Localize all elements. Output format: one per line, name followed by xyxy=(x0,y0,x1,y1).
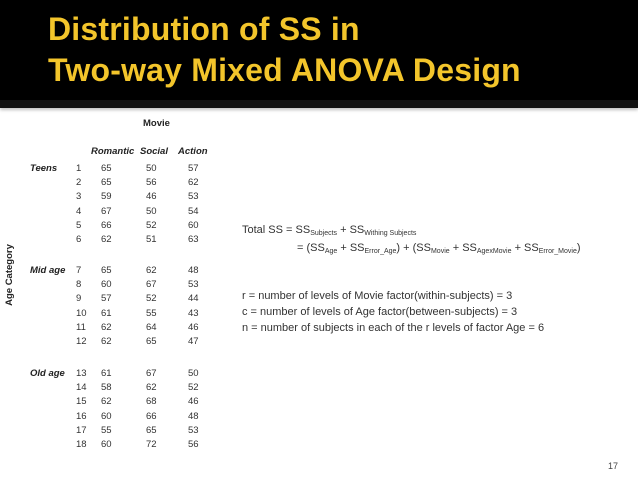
score-cell: 52 xyxy=(188,382,199,394)
equation-text: ) + (SS xyxy=(396,242,431,254)
slide-title-line-2: Two-way Mixed ANOVA Design xyxy=(48,52,521,88)
score-cell: 62 xyxy=(101,396,112,408)
column-header-romantic: Romantic xyxy=(91,146,135,157)
equation-subscript: Error_Movie xyxy=(538,248,577,255)
page-number: 17 xyxy=(607,461,618,471)
subject-number: 8 xyxy=(76,279,82,291)
score-cell: 48 xyxy=(188,410,199,422)
score-cell: 62 xyxy=(101,336,112,347)
equation-text: + SS xyxy=(511,242,539,254)
score-cell: 65 xyxy=(101,163,112,174)
score-cell: 72 xyxy=(146,439,157,450)
score-cell: 60 xyxy=(101,279,112,291)
score-cell: 52 xyxy=(146,219,157,231)
subject-number: 15 xyxy=(76,396,87,408)
score-cell: 62 xyxy=(101,234,112,245)
column-header-social: Social xyxy=(140,146,168,157)
score-cell: 58 xyxy=(101,382,112,394)
score-cell: 67 xyxy=(146,279,157,291)
score-cell: 61 xyxy=(101,307,112,319)
subject-number: 17 xyxy=(76,424,87,436)
subject-number: 11 xyxy=(76,321,86,333)
score-cell: 46 xyxy=(188,396,199,408)
score-cell: 62 xyxy=(146,382,157,394)
row-group-label: Teens xyxy=(30,163,58,174)
row-group-label: Mid age xyxy=(30,265,66,276)
score-cell: 56 xyxy=(188,439,199,450)
subject-number: 2 xyxy=(76,177,82,189)
score-cell: 60 xyxy=(188,219,199,231)
subject-number: 5 xyxy=(76,219,82,231)
total-ss-equation xyxy=(242,223,416,241)
score-cell: 55 xyxy=(101,424,112,436)
equation-subscript: Age xyxy=(324,248,338,255)
score-cell: 62 xyxy=(146,265,157,276)
score-cell: 57 xyxy=(101,293,112,305)
score-cell: 67 xyxy=(146,368,157,379)
subject-number: 3 xyxy=(76,191,82,203)
column-factor-label: Movie xyxy=(143,118,170,129)
score-cell: 51 xyxy=(146,234,157,245)
note-r: r = number of levels of Movie factor(within-subjects) = 3 xyxy=(242,290,513,302)
equation-text: + SS xyxy=(337,242,365,254)
note-c: c = number of levels of Age factor(between-subjects) = 3 xyxy=(242,306,518,318)
subject-number: 16 xyxy=(76,410,87,422)
subject-number: 9 xyxy=(76,293,82,305)
ss-decomposition-equation xyxy=(297,241,581,259)
score-cell: 65 xyxy=(146,424,157,436)
score-cell: 62 xyxy=(188,177,199,189)
score-cell: 55 xyxy=(146,307,157,319)
equation-text: + SS xyxy=(337,224,365,236)
title-bar-border xyxy=(0,100,638,108)
score-cell: 65 xyxy=(101,177,112,189)
score-cell: 65 xyxy=(101,265,112,276)
note-n: n = number of subjects in each of the r levels of factor Age = 6 xyxy=(242,322,545,334)
equation-subscript: AgexMovie xyxy=(476,248,512,255)
score-cell: 68 xyxy=(146,396,157,408)
score-cell: 44 xyxy=(188,293,199,305)
equation-subscript: Error_Age xyxy=(364,248,397,255)
equation-subscript: Withing Subjects xyxy=(364,230,417,237)
score-cell: 52 xyxy=(146,293,157,305)
equation-subscript: Movie xyxy=(430,248,450,255)
column-header-action: Action xyxy=(178,146,208,157)
score-cell: 46 xyxy=(146,191,157,203)
score-cell: 66 xyxy=(146,410,157,422)
subject-number: 4 xyxy=(76,205,82,217)
score-cell: 67 xyxy=(101,205,112,217)
row-factor-label: Age Category xyxy=(4,244,15,306)
score-cell: 56 xyxy=(146,177,157,189)
score-cell: 50 xyxy=(146,163,157,174)
subject-number: 14 xyxy=(76,382,87,394)
score-cell: 48 xyxy=(188,265,199,276)
subject-number: 10 xyxy=(76,307,87,319)
score-cell: 61 xyxy=(101,368,112,379)
score-cell: 60 xyxy=(101,410,112,422)
equation-text: + SS xyxy=(449,242,477,254)
score-cell: 62 xyxy=(101,321,112,333)
score-cell: 53 xyxy=(188,191,199,203)
subject-number: 13 xyxy=(76,368,87,379)
subject-number: 12 xyxy=(76,336,87,347)
equation-text: Total SS = SS xyxy=(242,224,311,236)
equation-subscript: Subjects xyxy=(310,230,338,237)
title-bar xyxy=(0,0,638,100)
score-cell: 43 xyxy=(188,307,199,319)
score-cell: 46 xyxy=(188,321,199,333)
row-group-label: Old age xyxy=(30,368,65,379)
subject-number: 6 xyxy=(76,234,82,245)
score-cell: 50 xyxy=(146,205,157,217)
score-cell: 50 xyxy=(188,368,199,379)
subject-number: 7 xyxy=(76,265,82,276)
score-cell: 47 xyxy=(188,336,199,347)
score-cell: 60 xyxy=(101,439,112,450)
score-cell: 57 xyxy=(188,163,199,174)
equation-text: ) xyxy=(576,242,581,254)
score-cell: 59 xyxy=(101,191,112,203)
score-cell: 65 xyxy=(146,336,157,347)
slide-title-line-1: Distribution of SS in xyxy=(48,11,360,47)
subject-number: 1 xyxy=(76,163,82,174)
equation-text: = (SS xyxy=(297,242,325,254)
subject-number: 18 xyxy=(76,439,87,450)
score-cell: 63 xyxy=(188,234,199,245)
score-cell: 64 xyxy=(146,321,157,333)
score-cell: 54 xyxy=(188,205,199,217)
score-cell: 53 xyxy=(188,279,199,291)
score-cell: 53 xyxy=(188,424,199,436)
score-cell: 66 xyxy=(101,219,112,231)
